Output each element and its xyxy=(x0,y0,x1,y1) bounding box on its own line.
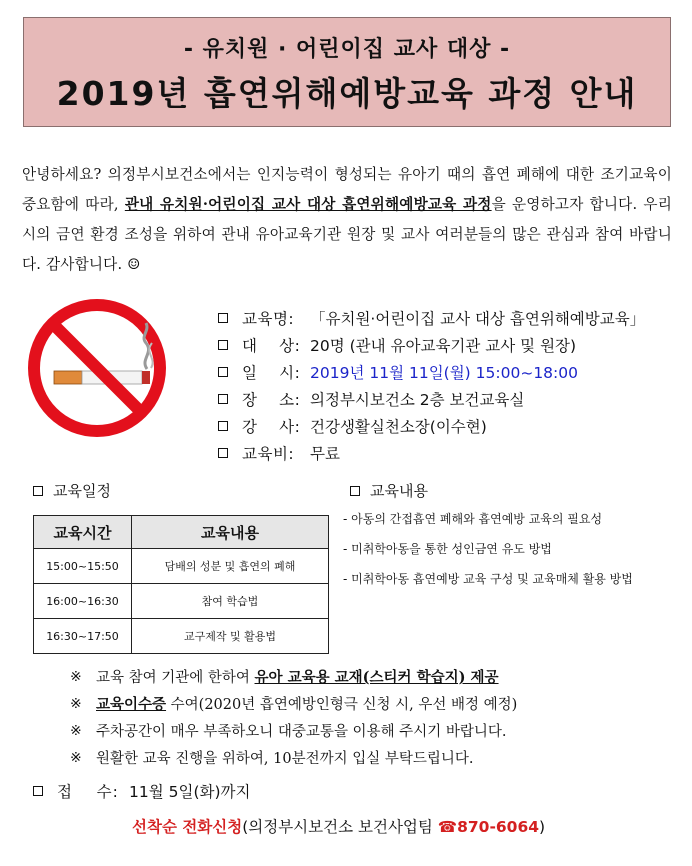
phone-application xyxy=(132,815,545,837)
info-key: 장 소: xyxy=(242,390,301,409)
phone-number: 870-6064 xyxy=(457,818,540,836)
schedule-time: 16:30~17:50 xyxy=(34,619,132,654)
info-row-target xyxy=(218,331,678,358)
note-item xyxy=(70,663,680,690)
column-header-time: 교육시간 xyxy=(34,516,132,549)
reference-mark: ※ xyxy=(70,668,82,685)
intro-highlight: 관내 유치원·어린이집 교사 대상 흡연위해예방교육 과정 xyxy=(124,196,492,213)
info-key: 강 사: xyxy=(242,417,301,436)
note-text: 원활한 교육 진행을 위하여, 10분전까지 입실 부탁드립니다. xyxy=(96,751,474,767)
info-row-datetime xyxy=(218,358,678,385)
info-row-instructor xyxy=(218,412,678,439)
info-value-datetime: 2019년 11월 11일(월) 15:00~18:00 xyxy=(310,363,578,382)
table-row xyxy=(34,584,329,619)
note-item xyxy=(70,744,680,771)
contents-heading-label: 교육내용 xyxy=(370,482,428,500)
application-deadline xyxy=(33,780,250,802)
info-value: 무료 xyxy=(310,444,340,463)
checkbox-square-icon xyxy=(33,786,43,796)
course-info-list xyxy=(218,304,678,466)
phone-close: ) xyxy=(539,818,546,836)
info-key: 일 시: xyxy=(242,363,301,382)
checkbox-square-icon xyxy=(218,394,228,404)
note-emphasis: 유아 교육용 교재(스티커 학습지) 제공 xyxy=(254,669,499,686)
info-row-fee xyxy=(218,439,678,466)
table-row xyxy=(34,549,329,584)
info-value: 의정부시보건소 2층 보건교육실 xyxy=(310,390,525,409)
schedule-heading xyxy=(33,480,111,501)
telephone-icon: ☎ xyxy=(437,818,458,836)
schedule-content: 참여 학습법 xyxy=(132,584,329,619)
reference-mark: ※ xyxy=(70,695,82,712)
info-value: 20명 (관내 유아교육기관 교사 및 원장) xyxy=(310,336,577,355)
title-banner xyxy=(23,17,671,127)
checkbox-square-icon xyxy=(218,421,228,431)
schedule-table xyxy=(33,515,329,654)
table-header-row xyxy=(34,516,329,549)
note-item xyxy=(70,690,680,717)
info-key: 교육명: xyxy=(242,309,295,328)
info-key: 교육비: xyxy=(242,444,295,463)
contents-heading xyxy=(350,480,428,501)
note-item xyxy=(70,717,680,744)
schedule-content: 교구제작 및 활용법 xyxy=(132,619,329,654)
apply-value: 11월 5일(화)까지 xyxy=(129,783,251,801)
note-text: 교육 참여 기관에 한하여 xyxy=(96,670,255,686)
checkbox-square-icon xyxy=(33,486,43,496)
schedule-time: 15:00~15:50 xyxy=(34,549,132,584)
note-text: 수여(2020년 흡연예방인형극 신청 시, 우선 배정 예정) xyxy=(166,697,518,713)
apply-key: 접 수: xyxy=(57,783,119,801)
intro-paragraph xyxy=(22,160,672,280)
table-row xyxy=(34,619,329,654)
intro-part2: 을 운영하고자 합니다. 우리 시의 금연 환경 조성을 위하여 관내 유아교육기관 원장 및 교사 여러분들의 많은 관심과 참여 바랍니다. 감사합니다. ☺ xyxy=(22,196,672,273)
reference-mark: ※ xyxy=(70,749,82,766)
notes-list xyxy=(70,663,680,771)
info-value: 건강생활실천소장(이수현) xyxy=(310,417,487,436)
contents-list xyxy=(343,510,673,600)
schedule-time: 16:00~16:30 xyxy=(34,584,132,619)
no-smoking-icon xyxy=(24,295,170,441)
intro-part1: 안녕하세요? 의정부시보건소에서는 인지능력이 형성되는 유아기 때의 흡연 폐해에 대한 조기교육이 중요함에 따라, xyxy=(22,166,672,213)
checkbox-square-icon xyxy=(350,486,360,496)
list-item: - 미취학아동을 통한 성인금연 유도 방법 xyxy=(343,542,552,556)
info-key: 대 상: xyxy=(242,336,301,355)
checkbox-square-icon xyxy=(218,340,228,350)
checkbox-square-icon xyxy=(218,313,228,323)
reference-mark: ※ xyxy=(70,722,82,739)
title-subtitle: - 유치원 · 어린이집 교사 대상 - xyxy=(183,37,511,62)
list-item: - 아동의 간접흡연 폐해와 흡연예방 교육의 필요성 xyxy=(343,512,603,526)
list-item: - 미취학아동 흡연예방 교육 구성 및 교육매체 활용 방법 xyxy=(343,572,633,586)
column-header-content: 교육내용 xyxy=(132,516,329,549)
note-emphasis: 교육이수증 xyxy=(96,696,167,713)
checkbox-square-icon xyxy=(218,367,228,377)
apply-method: 선착순 전화신청 xyxy=(132,818,243,836)
phone-org: (의정부시보건소 보건사업팀 xyxy=(242,818,438,836)
checkbox-square-icon xyxy=(218,448,228,458)
title-main: 2019년 흡연위해예방교육 과정 안내 xyxy=(56,74,638,113)
schedule-content: 담배의 성분 및 흡연의 폐해 xyxy=(132,549,329,584)
info-row-location xyxy=(218,385,678,412)
note-text: 주차공간이 매우 부족하오니 대중교통을 이용해 주시기 바랍니다. xyxy=(96,724,507,740)
schedule-heading-label: 교육일정 xyxy=(53,482,111,500)
info-value: 「유치원·어린이집 교사 대상 흡연위해예방교육」 xyxy=(310,309,646,328)
info-row-course-name xyxy=(218,304,678,331)
